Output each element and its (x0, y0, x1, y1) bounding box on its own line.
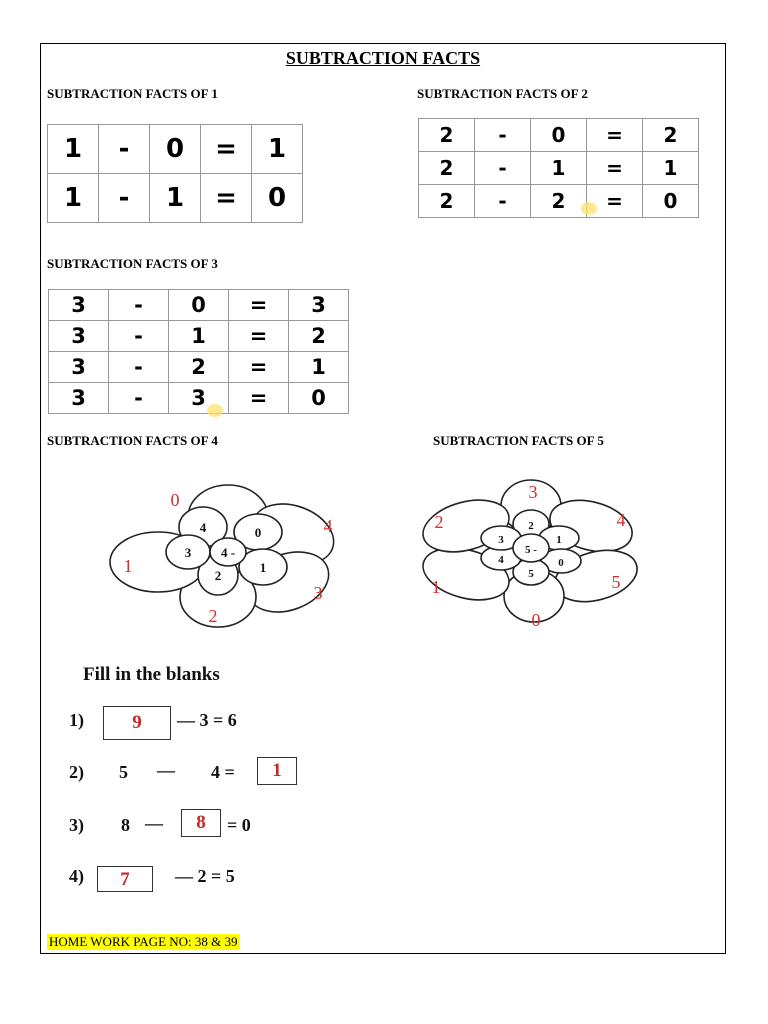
fact-cell: 2 (643, 119, 699, 152)
fact-cell: 3 (49, 383, 109, 414)
fact-cell: - (109, 321, 169, 352)
fact-row (48, 125, 303, 174)
fact-row (49, 290, 349, 321)
section-heading-4: SUBTRACTION FACTS OF 4 (47, 433, 218, 448)
fact-cell: = (587, 119, 643, 152)
flower5-outer-4: 1 (431, 577, 441, 597)
facts-table-2 (418, 118, 699, 218)
homework-note: HOME WORK PAGE NO: 38 & 39 (49, 934, 238, 949)
flower4-inner-3: 2 (214, 568, 222, 583)
flower5-inner-2: 0 (558, 557, 564, 569)
question-2-a: 5 (119, 762, 128, 782)
facts-table-3 (48, 289, 349, 414)
fact-cell: - (99, 174, 150, 223)
flower4-outer-0: 0 (170, 490, 180, 510)
fact-cell: 0 (252, 174, 303, 223)
fact-cell: = (229, 352, 289, 383)
flower5-inner-3: 5 (528, 568, 534, 580)
fact-cell: 2 (169, 352, 229, 383)
fact-cell: 0 (289, 383, 349, 414)
fact-row (49, 321, 349, 352)
flower5-inner-5: 3 (498, 534, 504, 546)
flower5-outer-0: 3 (528, 482, 538, 502)
fact-cell: 3 (49, 352, 109, 383)
fact-cell: 1 (252, 125, 303, 174)
question-3-op: — (145, 813, 163, 833)
highlight-dot (581, 202, 597, 215)
question-1-number: 1) (69, 710, 84, 730)
fact-cell: 1 (169, 321, 229, 352)
section-heading-5: SUBTRACTION FACTS OF 5 (433, 433, 604, 448)
question-3-number: 3) (69, 815, 84, 835)
question-2-op: — (157, 760, 175, 780)
fact-cell: 2 (419, 119, 475, 152)
fact-cell: = (229, 383, 289, 414)
fact-cell: 3 (289, 290, 349, 321)
fact-row (49, 383, 349, 414)
fill-in-blanks-title: Fill in the blanks (83, 664, 220, 685)
highlight-dot (207, 404, 223, 417)
fact-cell: - (109, 290, 169, 321)
fact-cell: - (109, 383, 169, 414)
fact-row (419, 119, 699, 152)
question-2-number: 2) (69, 762, 84, 782)
flower4-inner-4: 3 (184, 545, 192, 560)
fact-cell: 3 (169, 383, 229, 414)
page-title: SUBTRACTION FACTS (285, 48, 481, 68)
flower5-inner-0: 2 (528, 520, 534, 532)
fact-cell: 0 (150, 125, 201, 174)
flower-of-5 (406, 476, 656, 631)
fact-cell: = (587, 152, 643, 185)
question-3-rest: = 0 (227, 815, 251, 835)
flower-of-4 (103, 482, 353, 632)
flower4-outer-2: 3 (313, 583, 323, 603)
fact-cell: - (475, 185, 531, 218)
flower4-inner-2: 1 (259, 560, 267, 575)
question-3-a: 8 (121, 815, 130, 835)
flower5-center: 5 - (525, 544, 537, 556)
flower5-outer-2: 5 (611, 572, 621, 592)
flower4-outer-1: 4 (323, 516, 333, 536)
flower4-outer-3: 2 (208, 606, 218, 626)
fact-row (419, 152, 699, 185)
flower4-inner-1: 0 (254, 525, 262, 540)
question-2-b: 4 = (211, 762, 235, 782)
question-4-rest: — 2 = 5 (175, 866, 235, 886)
section-heading-3: SUBTRACTION FACTS OF 3 (47, 256, 218, 271)
fact-cell: = (587, 185, 643, 218)
fact-cell: 1 (531, 152, 587, 185)
question-4-number: 4) (69, 866, 84, 886)
flower5-outer-5: 2 (434, 512, 444, 532)
fact-cell: 2 (419, 185, 475, 218)
fact-cell: 1 (48, 125, 99, 174)
fact-cell: - (99, 125, 150, 174)
answer-box-2: 1 (257, 757, 297, 785)
fact-row (419, 185, 699, 218)
fact-cell: 2 (531, 185, 587, 218)
fact-row (48, 174, 303, 223)
fact-cell: = (229, 290, 289, 321)
facts-table-1 (47, 124, 303, 223)
worksheet-page (40, 43, 726, 954)
flower5-inner-1: 1 (556, 534, 562, 546)
fact-cell: 3 (49, 290, 109, 321)
flower4-inner-0: 4 (199, 520, 207, 535)
fact-cell: - (109, 352, 169, 383)
fact-cell: = (201, 125, 252, 174)
fact-cell: 1 (289, 352, 349, 383)
fact-cell: 3 (49, 321, 109, 352)
fact-cell: 1 (150, 174, 201, 223)
flower5-outer-1: 4 (616, 510, 626, 530)
fact-cell: 2 (419, 152, 475, 185)
flower5-inner-4: 4 (498, 554, 504, 566)
fact-cell: 1 (48, 174, 99, 223)
fact-cell: 0 (643, 185, 699, 218)
section-heading-2: SUBTRACTION FACTS OF 2 (417, 86, 588, 101)
answer-box-3: 8 (181, 809, 221, 837)
section-heading-1: SUBTRACTION FACTS OF 1 (47, 86, 218, 101)
fact-cell: - (475, 119, 531, 152)
flower4-outer-4: 1 (123, 556, 133, 576)
fact-cell: 0 (531, 119, 587, 152)
answer-box-1: 9 (103, 706, 171, 740)
fact-cell: = (201, 174, 252, 223)
flower5-outer-3: 0 (531, 610, 541, 630)
fact-cell: 1 (643, 152, 699, 185)
fact-cell: 2 (289, 321, 349, 352)
fact-cell: 0 (169, 290, 229, 321)
fact-cell: - (475, 152, 531, 185)
answer-box-4: 7 (97, 866, 153, 892)
fact-cell: = (229, 321, 289, 352)
question-1-rest: — 3 = 6 (177, 710, 237, 730)
fact-row (49, 352, 349, 383)
flower4-center: 4 - (220, 545, 236, 560)
